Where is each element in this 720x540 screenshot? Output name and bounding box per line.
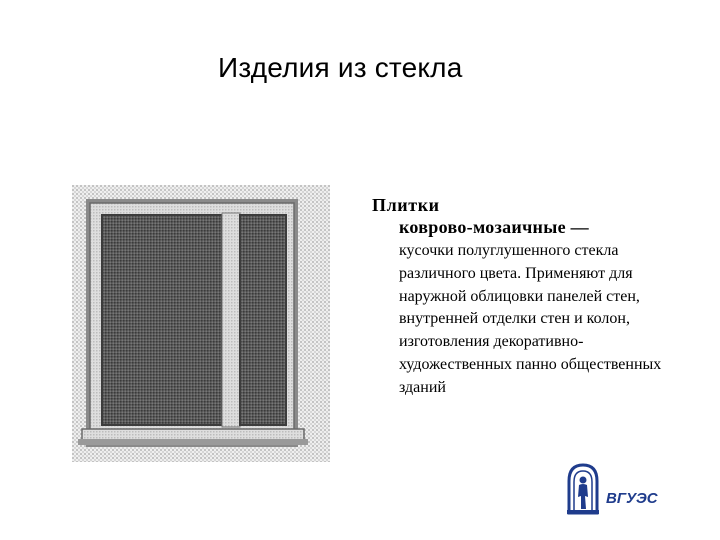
description-block [372, 194, 672, 400]
university-logo [565, 463, 675, 515]
logo-text: ВГУЭС [606, 490, 658, 507]
heading-line-2: коврово-мозаичные — [399, 217, 589, 237]
window-illustration [72, 185, 330, 462]
heading-line-1: Плитки [372, 195, 440, 215]
description-text: кусочки полуглушенного стекла различного цвета. Применяют для наружной облицовки панелей стен, внутренней отделки стен и колон, изготовления декоративно-художественных панно общественных зданий [399, 242, 662, 396]
slide-title: Изделия из стекла [218, 52, 463, 83]
emblem-icon [567, 465, 599, 514]
